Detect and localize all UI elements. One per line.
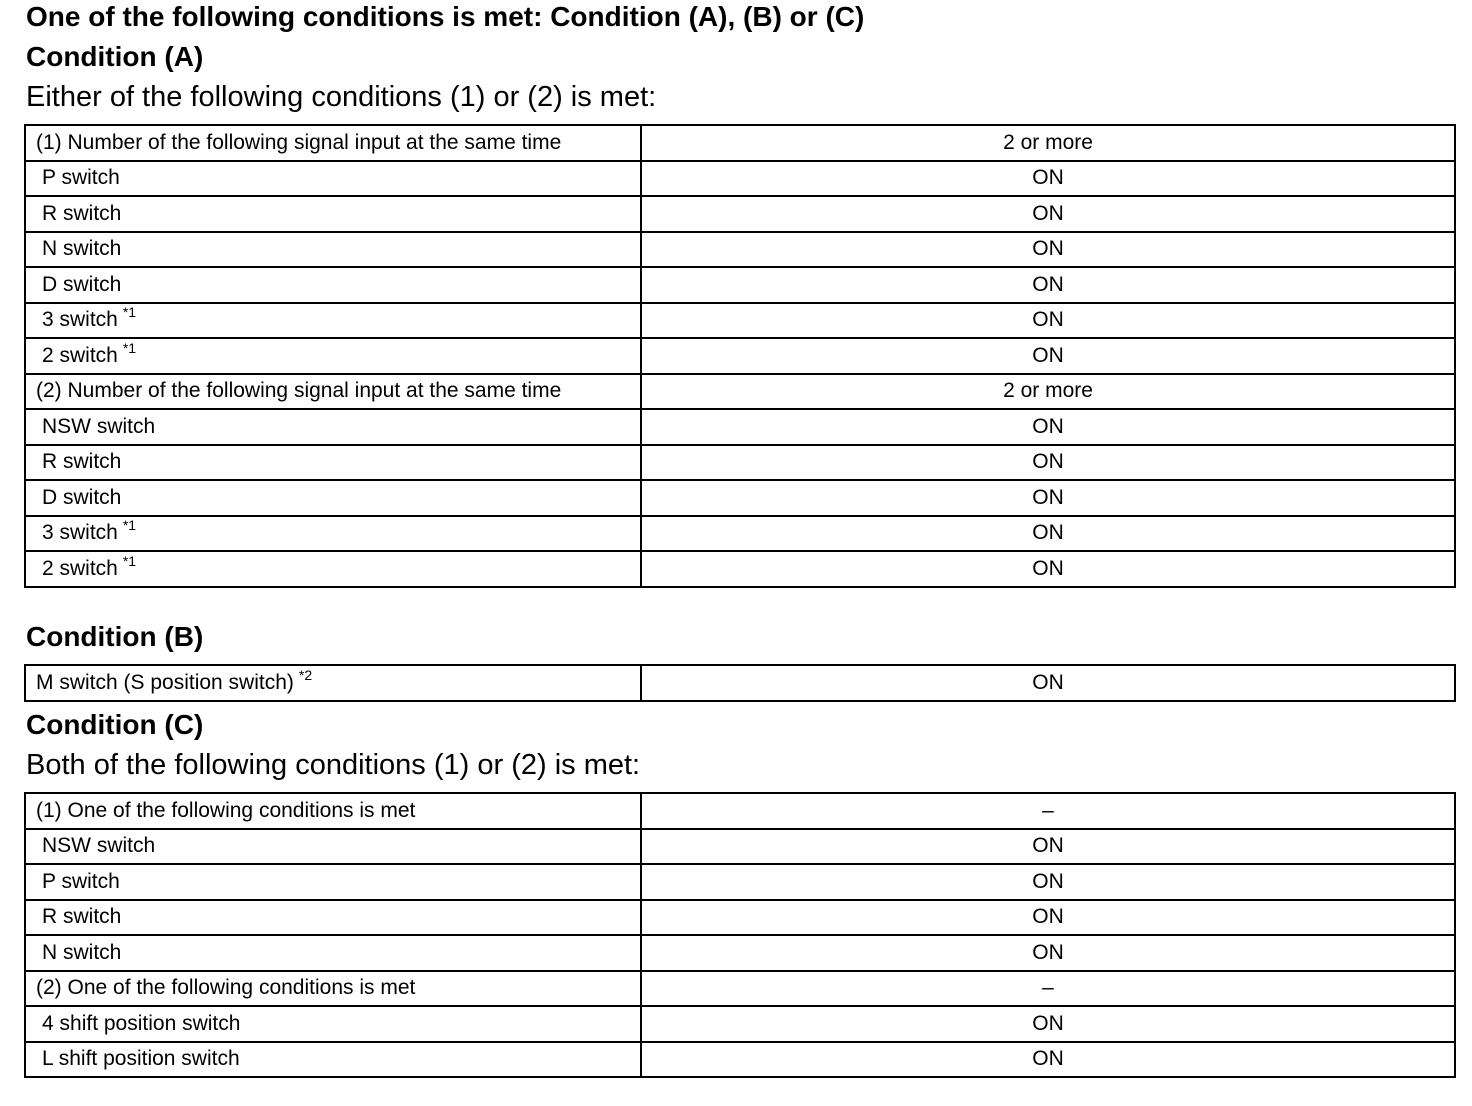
condition-c-subtitle: Both of the following conditions (1) or (2) is met: bbox=[26, 749, 641, 781]
switch-label-cell bbox=[25, 267, 641, 303]
table-row bbox=[25, 480, 1455, 516]
switch-label-cell bbox=[25, 338, 641, 374]
switch-label-cell bbox=[25, 409, 641, 445]
table-row bbox=[25, 374, 1455, 410]
table-row bbox=[25, 125, 1455, 161]
footnote-marker: *1 bbox=[122, 304, 137, 321]
row-label: N switch bbox=[42, 237, 122, 261]
row-value: ON bbox=[641, 480, 1455, 516]
row-label: (1) One of the following conditions is met bbox=[36, 798, 416, 822]
table-row bbox=[25, 971, 1455, 1007]
table-row bbox=[25, 338, 1455, 374]
condition-b-table bbox=[24, 664, 1456, 702]
condition-b-rows bbox=[25, 665, 1455, 701]
table-row bbox=[25, 161, 1455, 197]
switch-label-cell bbox=[25, 1042, 641, 1078]
row-value: – bbox=[641, 971, 1455, 1007]
row-value: ON bbox=[641, 1042, 1455, 1078]
switch-label-cell bbox=[25, 864, 641, 900]
row-value: ON bbox=[641, 196, 1455, 232]
row-value: ON bbox=[641, 864, 1455, 900]
table-row bbox=[25, 196, 1455, 232]
condition-a-title: Condition (A) bbox=[26, 41, 204, 72]
condition-label-cell bbox=[25, 125, 641, 161]
table-row bbox=[25, 1006, 1455, 1042]
row-value: 2 or more bbox=[641, 374, 1455, 410]
row-label: (1) Number of the following signal input at the same time bbox=[36, 130, 562, 154]
row-label: P switch bbox=[42, 166, 120, 190]
condition-label-cell bbox=[25, 793, 641, 829]
row-value: ON bbox=[641, 829, 1455, 865]
row-value: ON bbox=[641, 267, 1455, 303]
table-row bbox=[25, 864, 1455, 900]
row-label: (2) Number of the following signal input at the same time bbox=[36, 379, 562, 403]
row-label: P switch bbox=[42, 869, 120, 893]
table-row bbox=[25, 516, 1455, 552]
switch-label-cell bbox=[25, 232, 641, 268]
condition-a-subtitle: Either of the following conditions (1) or (2) is met: bbox=[26, 81, 657, 113]
row-label: D switch bbox=[42, 272, 122, 296]
table-row bbox=[25, 303, 1455, 339]
row-label: N switch bbox=[42, 940, 122, 964]
condition-b-title: Condition (B) bbox=[26, 621, 204, 652]
condition-a-rows bbox=[25, 125, 1455, 587]
condition-a-table bbox=[24, 124, 1456, 588]
condition-label-cell bbox=[25, 665, 641, 701]
row-label: (2) One of the following conditions is met bbox=[36, 976, 416, 1000]
row-value: ON bbox=[641, 161, 1455, 197]
row-value: – bbox=[641, 793, 1455, 829]
row-label: NSW switch bbox=[42, 414, 156, 438]
row-value: ON bbox=[641, 551, 1455, 587]
table-row bbox=[25, 409, 1455, 445]
row-label: M switch (S position switch) bbox=[36, 670, 294, 694]
table-row bbox=[25, 267, 1455, 303]
row-label: 2 switch bbox=[42, 343, 118, 367]
condition-c-title: Condition (C) bbox=[26, 709, 204, 740]
table-row bbox=[25, 665, 1455, 701]
table-row bbox=[25, 445, 1455, 481]
row-value: ON bbox=[641, 409, 1455, 445]
switch-label-cell bbox=[25, 196, 641, 232]
table-row bbox=[25, 551, 1455, 587]
switch-label-cell bbox=[25, 829, 641, 865]
row-label: R switch bbox=[42, 905, 122, 929]
row-value: ON bbox=[641, 303, 1455, 339]
row-label: R switch bbox=[42, 450, 122, 474]
row-label: 4 shift position switch bbox=[42, 1011, 241, 1035]
row-label: NSW switch bbox=[42, 834, 156, 858]
row-value: ON bbox=[641, 445, 1455, 481]
row-label: 3 switch bbox=[42, 308, 118, 332]
footnote-marker: *2 bbox=[298, 666, 313, 683]
table-row bbox=[25, 935, 1455, 971]
table-row bbox=[25, 829, 1455, 865]
condition-label-cell bbox=[25, 374, 641, 410]
table-row bbox=[25, 900, 1455, 936]
table-row bbox=[25, 1042, 1455, 1078]
row-label: 3 switch bbox=[42, 521, 118, 545]
row-value: ON bbox=[641, 935, 1455, 971]
footnote-marker: *1 bbox=[122, 517, 137, 534]
switch-label-cell bbox=[25, 516, 641, 552]
row-value: ON bbox=[641, 900, 1455, 936]
switch-label-cell bbox=[25, 480, 641, 516]
row-value: ON bbox=[641, 1006, 1455, 1042]
table-row bbox=[25, 232, 1455, 268]
row-value: ON bbox=[641, 338, 1455, 374]
table-row bbox=[25, 793, 1455, 829]
row-value: ON bbox=[641, 665, 1455, 701]
row-label: D switch bbox=[42, 485, 122, 509]
footnote-marker: *1 bbox=[122, 339, 137, 356]
switch-label-cell bbox=[25, 1006, 641, 1042]
switch-label-cell bbox=[25, 445, 641, 481]
condition-c-rows bbox=[25, 793, 1455, 1077]
switch-label-cell bbox=[25, 161, 641, 197]
row-label: 2 switch bbox=[42, 556, 118, 580]
condition-c-table bbox=[24, 792, 1456, 1078]
switch-label-cell bbox=[25, 935, 641, 971]
row-value: ON bbox=[641, 516, 1455, 552]
switch-label-cell bbox=[25, 303, 641, 339]
footnote-marker: *1 bbox=[122, 552, 137, 569]
switch-label-cell bbox=[25, 900, 641, 936]
row-value: 2 or more bbox=[641, 125, 1455, 161]
intro-heading: One of the following conditions is met: Condition (A), (B) or (C) bbox=[26, 1, 865, 32]
switch-label-cell bbox=[25, 551, 641, 587]
row-label: L shift position switch bbox=[42, 1047, 240, 1071]
row-value: ON bbox=[641, 232, 1455, 268]
condition-label-cell bbox=[25, 971, 641, 1007]
row-label: R switch bbox=[42, 201, 122, 225]
